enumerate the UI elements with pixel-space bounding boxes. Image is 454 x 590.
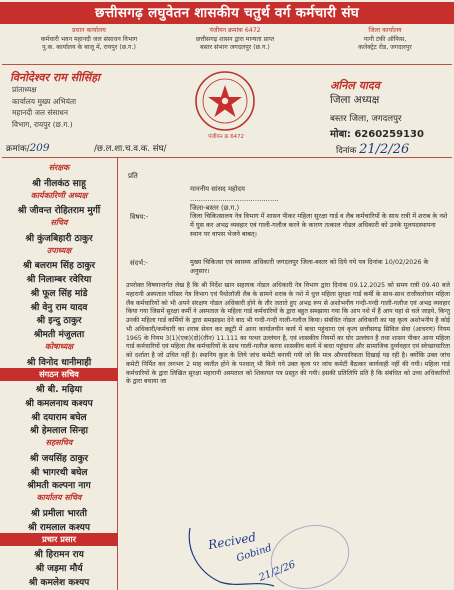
sidebar-role: सहसचिव [45, 438, 73, 448]
district-president-name: अनिल यादव [330, 79, 380, 92]
president-name: विनोदेश्वर राम सीसिंहा [10, 71, 100, 84]
addressee-line2: ......................................... [190, 194, 279, 203]
sidebar-role: सचिव [50, 218, 68, 228]
sidebar-member-name: श्री जीवन्त रोहितराम मुर्गी [17, 206, 101, 217]
handwritten-signature: Gobind [235, 542, 274, 565]
president-title: प्रांताध्यक्ष [12, 85, 37, 94]
sidebar-member-name: श्री नीलकंठ साहू [32, 178, 86, 189]
received-note: Recived [207, 529, 258, 553]
president-address-line2: कार्यालय मुख्य अभियंता [12, 96, 76, 106]
sidebar-member-name: श्री बलराम सिंह ठाकुर [22, 261, 96, 272]
district-president-role: जिला अध्यक्ष [330, 94, 380, 106]
registration-block [160, 27, 310, 53]
letter-prati: प्रति [128, 172, 138, 180]
head-office-line2: पु.क. कार्यालय के बाजू में, रायपुर (छ.ग.) [42, 44, 136, 52]
sidebar-member-name: श्री जयसिंह ठाकुर [29, 453, 89, 464]
sidebar-member-name: श्री इन्दु ठाकुर [36, 316, 82, 327]
sidebar-member-name: श्री रामलाल कश्यप [28, 522, 90, 533]
reference-date [336, 142, 409, 157]
header-divider [2, 64, 452, 65]
subject-label: विषय:- [130, 213, 149, 221]
reference-date-label: दिनांक [336, 146, 357, 156]
head-office-label: प्रधान कार्यालय [72, 27, 106, 34]
addressee-line3: जिला-बस्तर (छ.ग.) [190, 204, 240, 213]
union-title: छत्तीसगढ़ लघुवेतन शासकीय चतुर्थ वर्ग कर्मचारी संघ [0, 2, 454, 24]
registration-line2: बस्तर संभाग जगदलपुर (छ.ग.) [200, 44, 270, 52]
reference-date-value: 21/2/26 [359, 142, 410, 157]
sidebar-member-name: श्री हिरामन राय [34, 550, 84, 561]
head-office-line1: कर्मचारी भवन महानदी जल संसाधन विभाग [40, 35, 138, 43]
sidebar-role: कार्यकारिणी अध्यक्ष [30, 190, 88, 200]
sidebar-role: कोषाध्यक्ष [44, 341, 74, 351]
president-address-line3: महानदी जल संसाधन [12, 108, 68, 117]
sidebar-member-name: श्री जड़मा मौर्य [35, 563, 83, 574]
sidebar-member-name: श्री कमलनाथ कश्यप [25, 398, 93, 409]
district-office-block [322, 27, 448, 53]
sidebar-role: उपाध्यक्ष [46, 245, 72, 255]
reference-number [6, 142, 50, 154]
sidebar-member-name: श्रीमती कल्पना नाग [27, 481, 91, 492]
seal-caption: पंजीयन क्र 6472 [208, 134, 244, 140]
reference-text: मुख्य चिकित्सा एवं स्वास्थ्य अधिकारी जगदलपुर जिला-बस्तर को दिये गये पत्र दिनांक 10/02/2026 के अनुसार। [190, 258, 429, 275]
sidebar-member-name: श्री हेमलाल सिन्हा [30, 426, 88, 437]
office-bearers-sidebar [0, 158, 118, 590]
union-seal-logo [194, 70, 256, 132]
reference-label: संदर्भ:- [130, 259, 148, 267]
sidebar-member-name: श्री फूल सिंह मांडे [30, 288, 88, 299]
sidebar-role: संरक्षक [48, 163, 70, 172]
registration-line1: छत्तीसगढ़ शासन द्वारा मान्यता प्राप्त [195, 35, 275, 43]
sidebar-member-name: श्री बी. मढ़िया [35, 385, 83, 396]
sidebar-member-name: श्री कमलेश कश्यप [28, 577, 90, 588]
registration-label: पंजीयन क्रमांक 6472 [209, 27, 261, 34]
sidebar-member-name: श्री कुंजबिहारी ठाकुर [25, 233, 93, 244]
sidebar-role: कार्यालय सचिव [36, 493, 82, 503]
reference-number-label: क्रमांक/ [6, 144, 30, 154]
sidebar-member-name: श्रीमती मंजुलता [33, 330, 85, 341]
sidebar-band: संगठन सचिव [0, 368, 118, 381]
district-office-label: जिला कार्यालय [368, 27, 402, 34]
sidebar-member-name: श्री विनोद धानीमाही [26, 357, 92, 368]
addressee-line1: माननीय सांसद महोदय [190, 185, 245, 193]
sidebar-member-name: श्री प्रमीला भारती [30, 508, 88, 519]
sidebar-member-name: श्री वेनु राम यादव [30, 302, 88, 313]
letter-body: उपरोक्त विषयान्तर्गत लेख है कि श्री निर्देश खान सहायक नोडल अधिकारी नेत्र विभाग द्वारा दिनांक 09.12.2025 को समय रात्री 09.40 बजे महारानी अस्पताल परिसर नेत्र विभाग एवं पैथोलॉजी लैब के सामने शराब के नशे में धुत्त महिला सुरक्षा गार्ड कर्मी के साथ-साथ राजीवलोचन महिला लैब कर्मचारियों को भी अपने संरक्षण नोडल अधिकारी होने के तौर जताते हुए अभद्र रूप से अशोभनीय गन्दी-गन्दी गाली-गलौज एवं अभद्र व्यवहार किया गया जिसमें सुरक्षा कर्मी ने अस्पताल के महिला गार्ड कर्मचारियों के द्वारा बहुत समझाया गया कि आप नशे में हैं आप यहां से चले जाइये, किन्तु उनकी महिला गार्ड कर्मियों के द्वारा समझाइश देने बाद भी गन्दी-गन्दी गाली-गलौज किया। संबंधित नोडल अधिकारी का यह कृत्य अशोभनीय है कोई भी अधिकारी/कर्मचारी का शराब सेवन कर ड्यूटी में आना कार्यालयीन कार्य में बाधा पहुंचाना एवं कृत्य छत्तीसगढ़ सिविल सेवा (आचरण) नियम 1965 के नियम 3(1)(एक)(दो)(तीन) 11.111 का पत्थर उल्लंघन है, एवं शासकीय नियमों का घोर उल्लंघन है तथा शासन पीकर आना महिला गार्ड कर्मचारियों एवं महिला लैब कर्मचारियों के साथ गाली-गलौज करना शासकीय कार्य में बाधा पहुंचाना और सामाजिक दुर्व्यवहार एवं स्वेच्छाचारिता को दर्शाता है जो उचित नहीं है। स्थानिय कुल के लिये जांच कमेटी बनायी गयी जो कि मात्र औपचारिकता दिखाई पड़ रही है। क्योंकि उक्त जांच कमेटी निर्मित कर लगभग 2 माह व्यतीत होने के पश्चात् भी किये गये उक्त कृत्य पर जांच कमेटी बैठाकर कार्यवाही नहीं की गयी। महिला गार्ड कर्मचारियों के द्वारा लिखित सुरक्षा महारानी अस्पताल को शिकायत पत्र प्रस्तुत की गयी। इसकी प्रतिलिपि प्रति है कि संबंधित को उच्च अधिकारियों के द्वारा बचाया जा [126, 282, 450, 386]
district-office-line2: कलेक्ट्रेट रोड, जगदलपुर [358, 44, 412, 52]
district-president-mobile: मोबा: 6260259130 [330, 129, 424, 140]
reference-row [6, 142, 448, 156]
reference-org-code: /छ.ल.शा.च.व.क. संघ/ [94, 144, 167, 154]
letter-addressee [190, 185, 279, 214]
sidebar-member-name: श्री निलाम्बर रवेरिया [26, 275, 92, 286]
head-office-block [14, 27, 164, 53]
district-president-district: बस्तर जिला, जगदलपुर [330, 114, 402, 124]
sidebar-member-name: श्री दयाराम बघेल [31, 412, 87, 423]
president-address [12, 84, 162, 130]
district-office-line1: पानी टंकी ऑफिस, [363, 35, 407, 43]
sidebar-band: प्रचार प्रसार [0, 533, 118, 546]
subject-text: जिला चिकित्सालय नेत्र विभाग में शासन पीकर महिला सुरक्षा गार्ड व लैब कर्मचारियों के साथ रात्री में शराब के नशे में घुस कर अभद्र व्यवहार एवं गाली-गलौज करने के कारण तत्काल नोडल अधिकारी को उनके मूलपदस्थापना स्थान पर वापस भेजने बाबत्। [190, 212, 448, 238]
reference-number-value: 209 [29, 142, 50, 154]
president-address-line4: विभाग, रायपुर (छ.ग.) [12, 119, 73, 129]
handwritten-date: 21/2/26 [257, 559, 298, 584]
sidebar-member-name: श्री भागरथी बघेल [30, 467, 88, 478]
